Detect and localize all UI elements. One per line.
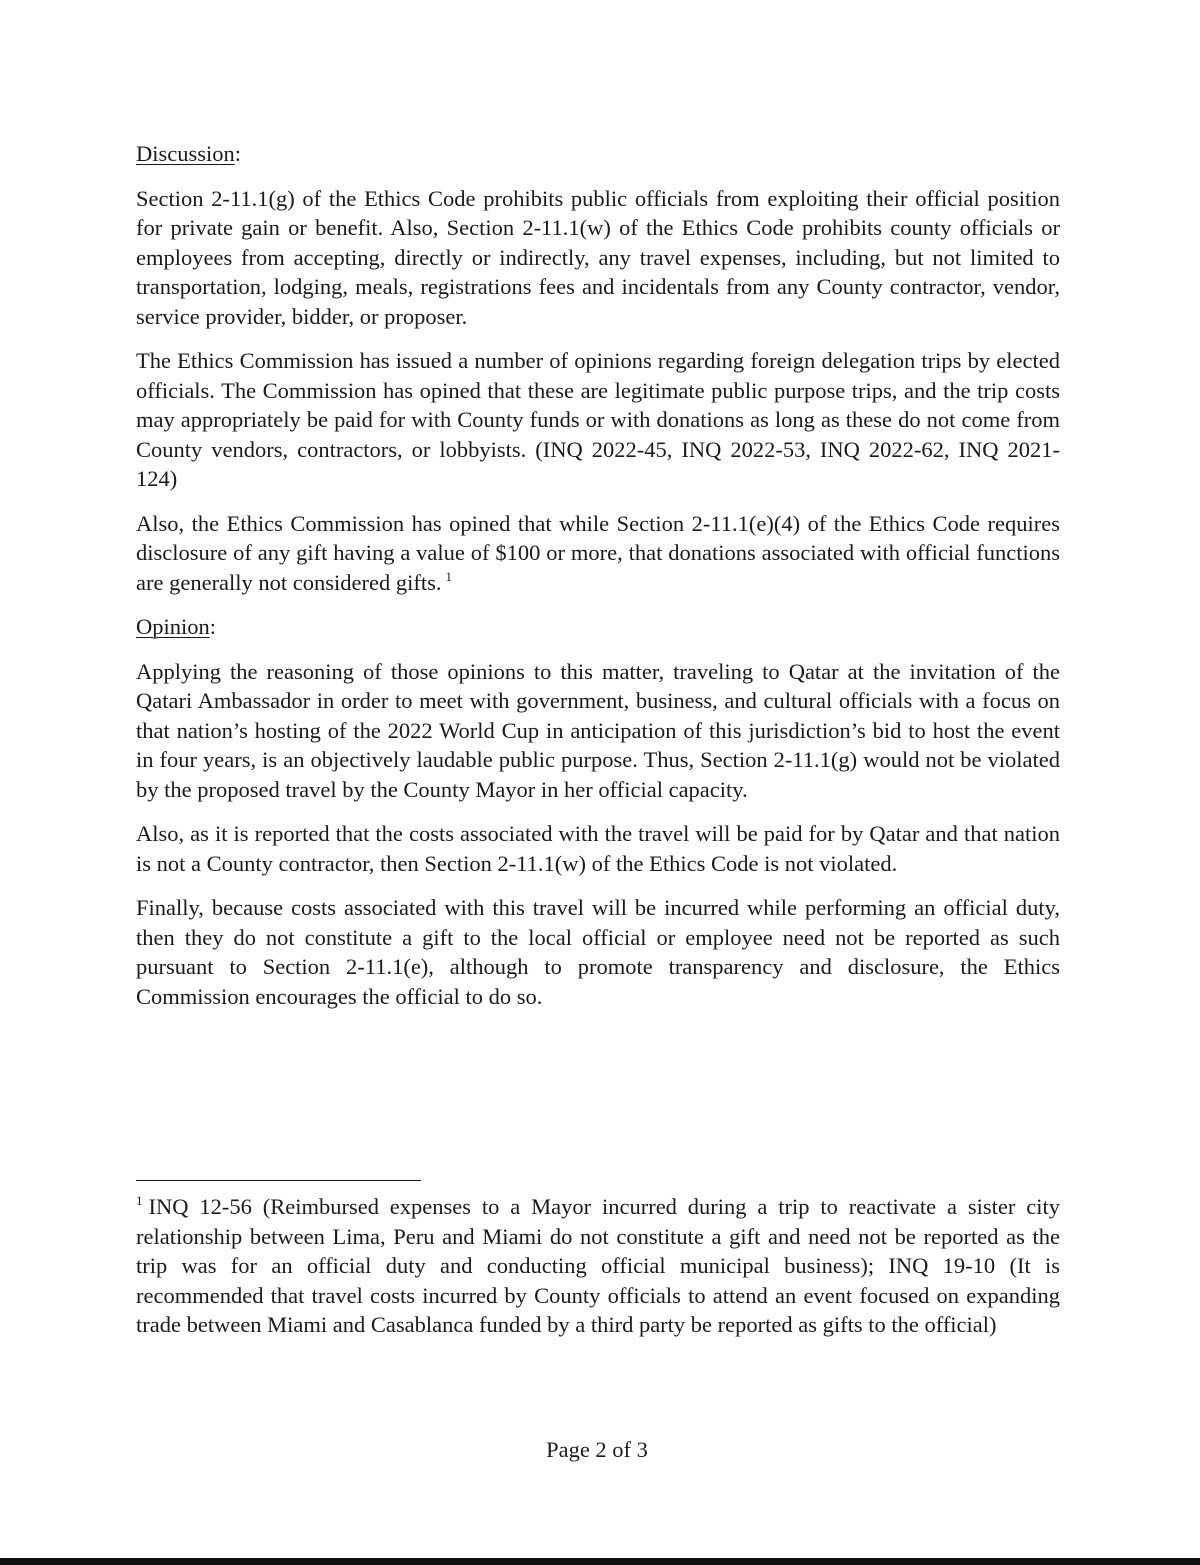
footnote-text: INQ 12-56 (Reimbursed expenses to a Mayor incurred during a trip to reactivate a sister city relationship between Lima, Peru and Miami do not constitute a gift and need not be reported as the trip was for an official duty and conducting official municipal business); INQ 19-10 (It is recommended that travel costs incurred by County officials to attend an event focused on expanding trade between Miami and Casablanca funded by a third party be reported as gifts to the official) [136, 1194, 1060, 1337]
footnote-divider [136, 1180, 421, 1181]
discussion-heading [136, 139, 1060, 169]
opinion-heading-colon: : [209, 614, 217, 639]
discussion-paragraph-2: The Ethics Commission has issued a number of opinions regarding foreign delegation trips by elected officials. The Commission has opined that these are legitimate public purpose trips, and the trip costs may appropriately be paid for with County funds or with donations as long as these do not come from County vendors, contractors, or lobbyists. (INQ 2022-45, INQ 2022-53, INQ 2022-62, INQ 2021-124) [136, 348, 1060, 491]
discussion-paragraph-3-text: Also, the Ethics Commission has opined that while Section 2-11.1(e)(4) of the Ethics Code requires disclosure of any gift having a value of $100 or more, that donations associated with official functions are generally not considered gifts. [136, 510, 1060, 595]
discussion-paragraph-1: Section 2-11.1(g) of the Ethics Code prohibits public officials from exploiting their official position for private gain or benefit. Also, Section 2-11.1(w) of the Ethics Code prohibits county officials or employees from accepting, directly or indirectly, any travel expenses, including, but not limited to transportation, lodging, meals, registrations fees and incidentals from any County contractor, vendor, service provider, bidder, or proposer. [136, 185, 1060, 329]
opinion-heading-text: Opinion [136, 614, 210, 639]
opinion-paragraph-3: Finally, because costs associated with this travel will be incurred while performing an official duty, then they do not constitute a gift to the local official or employee need not be reported as such pursuant to Section 2-11.1(e), although to promote transparency and disclosure, the Ethics Commission encourages the official to do so. [136, 895, 1060, 1009]
page-number: Page 2 of 3 [546, 1437, 648, 1462]
discussion-heading-text: Discussion [136, 141, 235, 166]
footnote-reference-1[interactable]: 1 [445, 568, 453, 584]
discussion-heading-colon: : [234, 141, 242, 166]
viewer-bottom-edge [0, 1558, 1200, 1565]
opinion-paragraph-1: Applying the reasoning of those opinions to this matter, traveling to Qatar at the invitation of the Qatari Ambassador in order to meet with government, business, and cultural officials with a focus on that nation’s hosting of the 2022 World Cup in anticipation of this jurisdiction’s bid to host the event in four years, is an objectively laudable public purpose. Thus, Section 2-11.1(g) would not be violated by the proposed travel by the County Mayor in her official capacity. [136, 658, 1060, 802]
footnote-marker: 1 [136, 1193, 143, 1208]
discussion-paragraph-3 [136, 509, 1060, 598]
opinion-heading [136, 612, 1060, 642]
opinion-paragraph-2: Also, as it is reported that the costs associated with the travel will be paid for by Qatar and that nation is not a County contractor, then Section 2-11.1(w) of the Ethics Code is not violated. [136, 821, 1060, 876]
document-body [136, 139, 1060, 1026]
footnote-1 [136, 1192, 1060, 1340]
